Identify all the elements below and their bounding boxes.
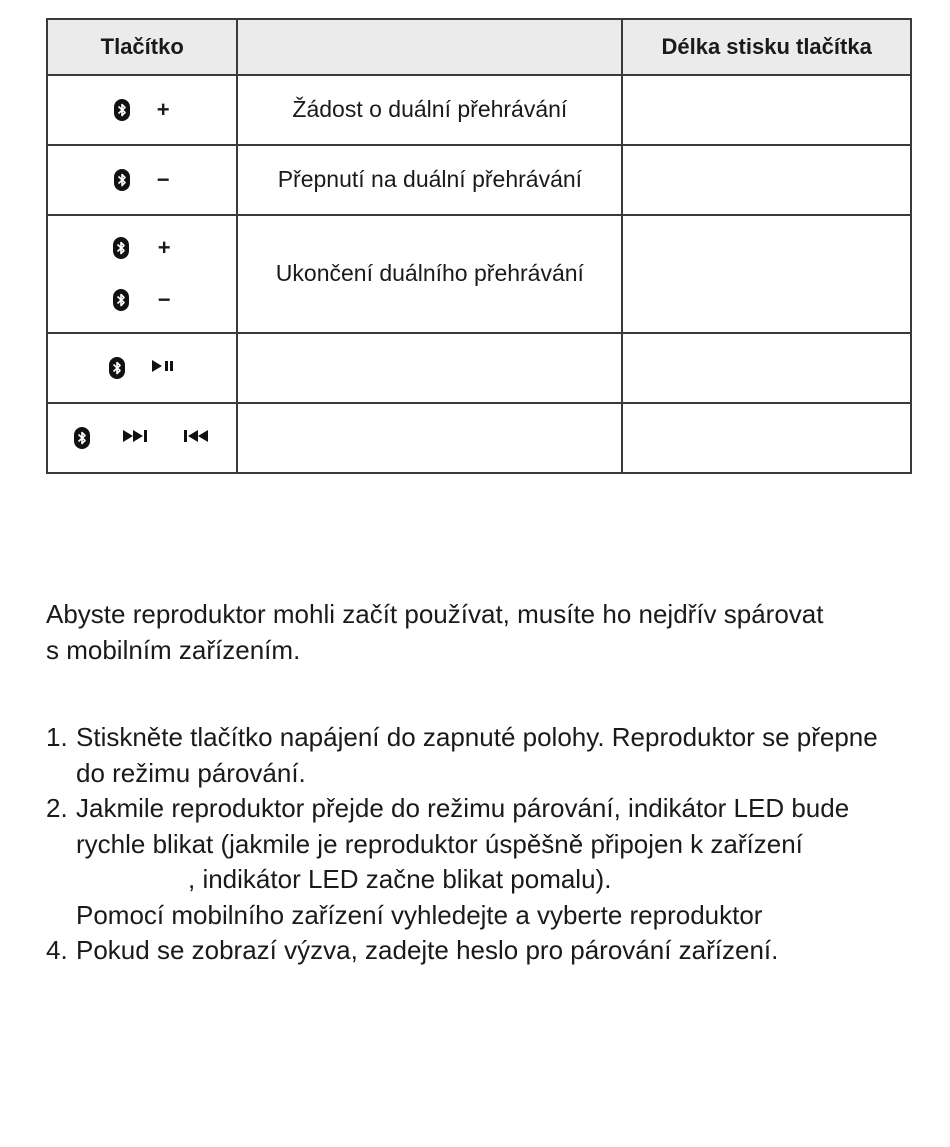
table-row <box>47 333 911 403</box>
action-cell: Ukončení duálního přehrávání <box>237 215 622 333</box>
list-item <box>46 791 926 898</box>
table-header-row <box>47 19 911 75</box>
minus-icon: − <box>157 287 171 312</box>
list-item <box>46 933 926 969</box>
play-pause-icon <box>151 359 175 377</box>
button-cell <box>47 333 237 403</box>
intro-paragraph <box>46 596 906 668</box>
step-text <box>76 791 926 898</box>
duration-cell <box>622 75 911 145</box>
pairing-steps-list <box>46 720 926 969</box>
header-action <box>237 19 622 75</box>
duration-cell <box>622 403 911 473</box>
bluetooth-icon <box>74 427 90 449</box>
table-row <box>47 145 911 215</box>
action-cell: Přepnutí na duální přehrávání <box>237 145 622 215</box>
step-text <box>76 720 926 791</box>
table-row <box>47 403 911 473</box>
intro-line: Abyste reproduktor mohli začít používat, musíte ho nejdřív spárovat <box>46 599 824 629</box>
step-line: Jakmile reproduktor přejde do režimu párování, indikátor LED bude <box>76 793 850 823</box>
step-line: rychle blikat (jakmile je reproduktor úspěšně připojen k zařízení <box>76 828 803 859</box>
duration-cell <box>622 215 911 333</box>
previous-track-icon <box>182 429 210 447</box>
button-cell <box>47 215 237 333</box>
step-number: 4. <box>46 935 68 965</box>
bluetooth-icon <box>109 357 125 379</box>
plus-icon: + <box>156 97 170 122</box>
minus-icon: − <box>156 167 170 192</box>
step-text <box>76 898 926 934</box>
table-row <box>47 75 911 145</box>
header-button: Tlačítko <box>47 19 237 75</box>
duration-cell <box>622 333 911 403</box>
button-cell <box>47 75 237 145</box>
step-line: do režimu párování. <box>76 757 306 788</box>
bluetooth-icon <box>113 237 129 259</box>
step-line: , indikátor LED začne blikat pomalu). <box>188 864 612 894</box>
bluetooth-icon <box>114 99 130 121</box>
bluetooth-icon <box>113 289 129 311</box>
step-line: Pokud se zobrazí výzva, zadejte heslo pro párování zařízení. <box>76 935 779 965</box>
table-row <box>47 215 911 333</box>
step-number: 2. <box>46 793 68 823</box>
action-cell: Žádost o duální přehrávání <box>237 75 622 145</box>
action-cell <box>237 333 622 403</box>
step-line: Stiskněte tlačítko napájení do zapnuté polohy. Reproduktor se přepne <box>76 722 878 752</box>
list-item <box>46 720 926 791</box>
step-number: 1. <box>46 722 68 752</box>
button-cell <box>47 145 237 215</box>
step-text <box>76 933 926 969</box>
plus-icon: + <box>157 235 171 260</box>
button-cell <box>47 403 237 473</box>
button-function-table <box>46 18 912 474</box>
intro-line: s mobilním zařízením. <box>46 635 301 665</box>
step-line: Pomocí mobilního zařízení vyhledejte a vyberte reproduktor <box>76 899 763 930</box>
list-item <box>46 898 926 934</box>
action-cell <box>237 403 622 473</box>
duration-cell <box>622 145 911 215</box>
step-number <box>46 898 76 934</box>
header-press-duration: Délka stisku tlačítka <box>622 19 911 75</box>
next-track-icon <box>122 429 150 447</box>
bluetooth-icon <box>114 169 130 191</box>
